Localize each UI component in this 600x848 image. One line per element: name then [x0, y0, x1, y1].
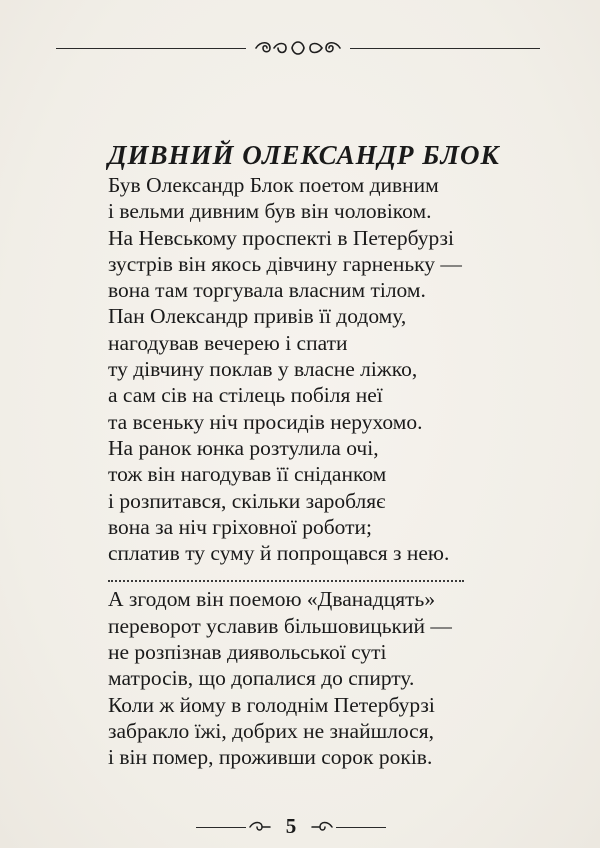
page-number: 5	[285, 814, 297, 838]
poem-line: ту дівчину поклав у власне ліжко,	[108, 357, 418, 382]
poem-body	[108, 172, 528, 771]
poem-line: матросів, що допалися до спирту.	[108, 666, 415, 691]
header-rule-left	[56, 48, 246, 49]
header-rule-right	[350, 48, 540, 49]
poem-line: і вельми дивним був він чоловіком.	[108, 199, 432, 224]
poem-line: та всеньку ніч просидів нерухомо.	[108, 409, 423, 434]
left-flourish-icon	[248, 819, 272, 835]
header-ornament-rule	[56, 38, 540, 58]
poem-line: тож він нагодував її сніданком	[108, 462, 387, 487]
poem-line: сплатив ту суму й попрощався з нею.	[108, 541, 450, 566]
poem-line: і він помер, проживши сорок років.	[108, 745, 433, 770]
poem-line: переворот уславив більшовицький —	[108, 613, 452, 638]
poem-line: вона за ніч гріховної роботи;	[108, 514, 373, 539]
poem-line: Був Олександр Блок поетом дивним	[108, 173, 439, 197]
poem-line: не розпізнав диявольської суті	[108, 640, 387, 665]
poem-line: забракло їжі, добрих не знайшлося,	[108, 718, 434, 743]
poem-line: нагодував вечерею і спати	[108, 330, 348, 355]
poem-line: На Невському проспекті в Петербурзі	[108, 225, 454, 250]
poem-line: зустрів він якось дівчину гарненьку —	[108, 251, 462, 276]
poem-line: а сам сів на стілець побіля неї	[108, 383, 383, 408]
footer-rule-right	[336, 827, 386, 828]
right-flourish-icon	[310, 819, 334, 835]
poem-line: Пан Олександр привів її додому,	[108, 304, 407, 329]
stanza-divider-dots	[108, 568, 464, 582]
scroll-flourish-icon	[252, 38, 344, 58]
poem-line: Коли ж йому в голоднім Петербурзі	[108, 692, 435, 717]
poem-line: і розпитався, скільки заробляє	[108, 488, 386, 513]
poem-line: А згодом він поемою «Дванадцять»	[108, 587, 436, 612]
footer-rule-left	[196, 827, 246, 828]
page-footer	[196, 814, 386, 840]
poem-line: вона там торгувала власним тілом.	[108, 278, 426, 303]
poem-title: ДИВНИЙ ОЛЕКСАНДР БЛОК	[108, 140, 500, 170]
poem-line: На ранок юнка розтулила очі,	[108, 435, 379, 460]
